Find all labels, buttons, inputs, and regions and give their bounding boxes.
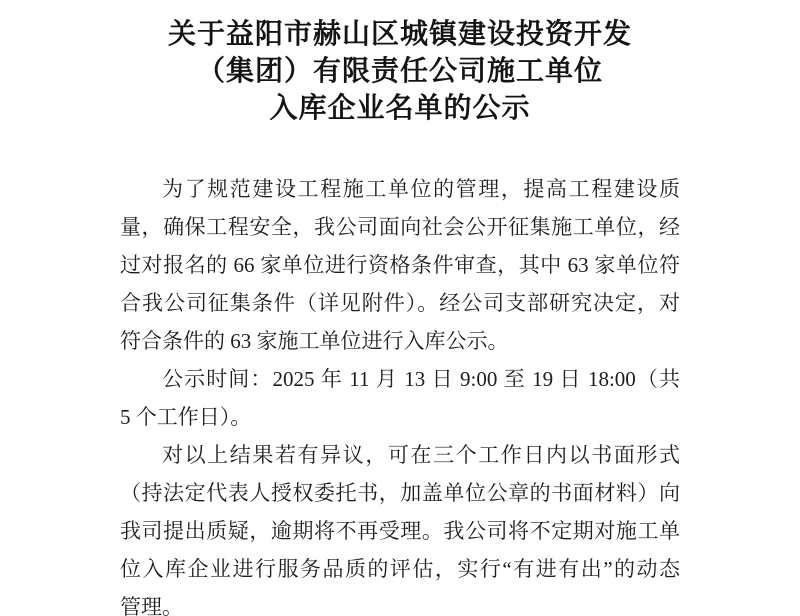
body-line: 合我公司征集条件（详见附件）。经公司支部研究决定，对 [120,291,680,315]
body-line: 符合条件的 63 家施工单位进行入库公示。 [120,329,509,353]
body-line: 量，确保工程安全，我公司面向社会公开征集施工单位，经 [120,215,680,239]
body-line: 过对报名的 66 家单位进行资格条件审查，其中 63 家单位符 [120,253,680,277]
body-line: 管理。 [120,595,183,616]
document-body [120,170,680,616]
body-line: 位入库企业进行服务品质的评估，实行“有进有出”的动态 [120,557,680,581]
body-line: 5 个工作日）。 [120,405,252,429]
body-line: （持法定代表人授权委托书，加盖单位公章的书面材料）向 [120,481,680,505]
title-line-2: （集团）有限责任公司施工单位 [196,55,603,86]
body-line: 我司提出质疑，逾期将不再受理。我公司将不定期对施工单 [120,519,680,543]
document-title [120,0,680,126]
document-content [120,0,680,616]
paragraph-objection [120,436,680,616]
body-line: 为了规范建设工程施工单位的管理，提高工程建设质 [162,177,680,201]
body-line: 公示时间：2025 年 11 月 13 日 9:00 至 19 日 18:00（共 [162,367,680,391]
title-line-3: 入库企业名单的公示 [269,92,531,123]
title-line-1: 关于益阳市赫山区城镇建设投资开发 [167,18,632,49]
body-line: 对以上结果若有异议，可在三个工作日内以书面形式 [162,443,680,467]
paragraph-publicity-period [120,360,680,436]
paragraph-intro [120,170,680,360]
